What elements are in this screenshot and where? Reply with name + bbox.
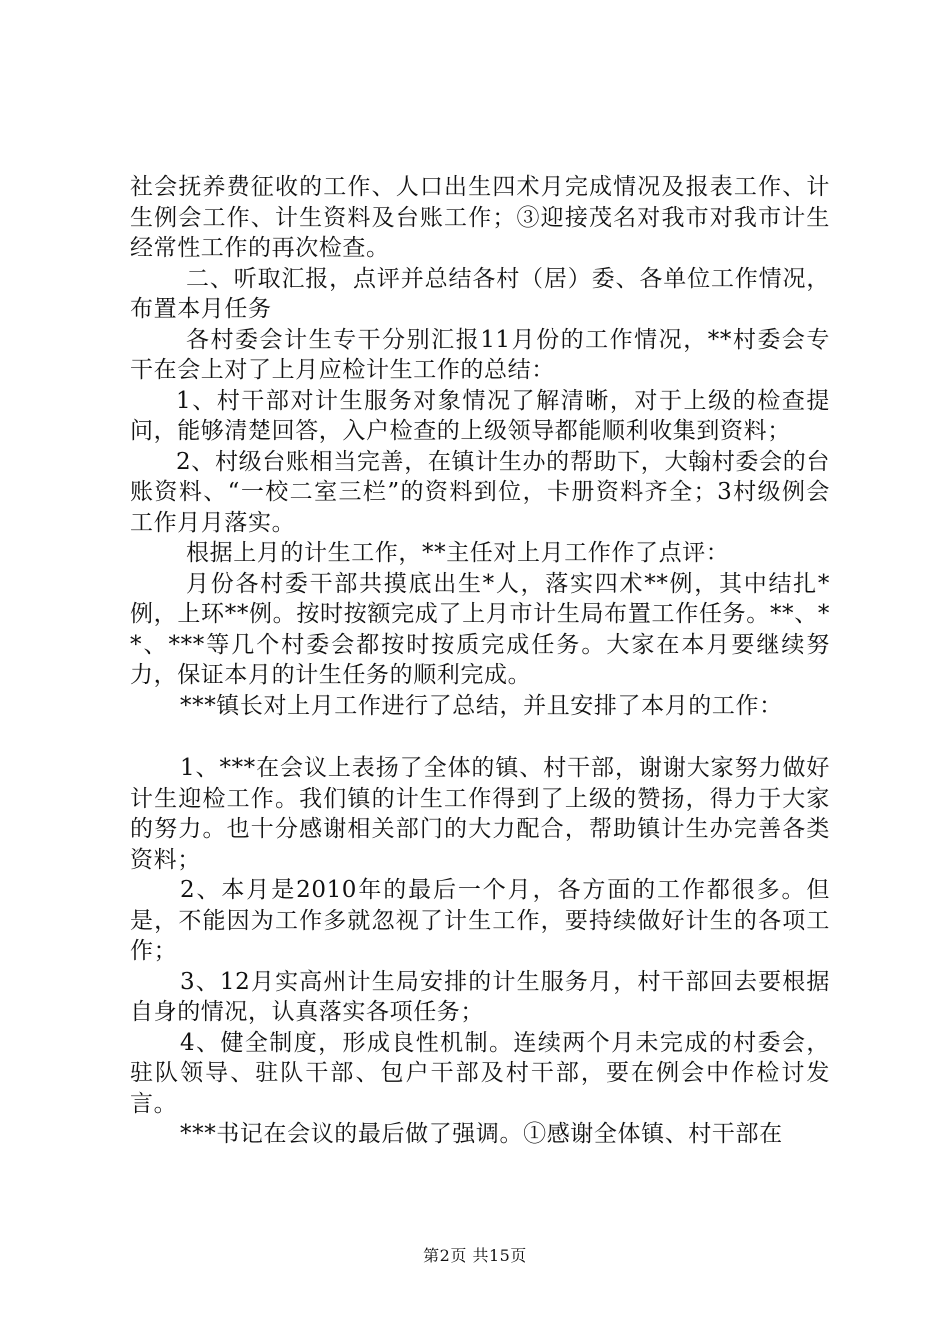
paragraph-task-4: 4、健全制度，形成良性机制。连续两个月未完成的村委会，驻队领导、驻队干部、包户干部及村干部，要在例会中作检讨发言。 (130, 1029, 830, 1117)
paragraph-item-2: 2、村级台账相当完善，在镇计生办的帮助下，大翰村委会的台账资料、“一校二室三栏”的资料到位，卡册资料齐全；3村级例会工作月月落实。 (130, 448, 830, 536)
paragraph-task-2: 2、本月是2010年的最后一个月，各方面的工作都很多。但是，不能因为工作多就忽视了计生工作，要持续做好计生的各项工作； (130, 877, 830, 964)
page-number-footer: 第2页 共15页 (423, 1246, 527, 1265)
paragraph-continuation: 社会抚养费征收的工作、人口出生四术月完成情况及报表工作、计生例会工作、计生资料及台账工作；③迎接茂名对我市对我市计生经常性工作的再次检查。 (130, 174, 830, 261)
paragraph-item-1: 1、村干部对计生服务对象情况了解清晰，对于上级的检查提问，能够清楚回答，入户检查的上级领导都能顺利收集到资料； (130, 387, 830, 444)
paragraph-mayor-summary: ***镇长对上月工作进行了总结，并且安排了本月的工作： (180, 692, 783, 719)
paragraph-task-3: 3、12月实高州计生局安排的计生服务月，村干部回去要根据自身的情况，认真落实各项任务； (130, 968, 830, 1025)
section-heading: 二、听取汇报，点评并总结各村（居）委、各单位工作情况，布置本月任务 (130, 265, 830, 322)
paragraph-spacer (130, 721, 830, 753)
document-body (130, 172, 830, 1150)
paragraph-task-1: 1、***在会议上表扬了全体的镇、村干部，谢谢大家努力做好计生迎检工作。我们镇的计生工作得到了上级的赞扬，得力于大家的努力。也十分感谢相关部门的大力配合，帮助镇计生办完善各类资料； (130, 755, 830, 873)
paragraph-director-review: 根据上月的计生工作，**主任对上月工作作了点评： (186, 540, 730, 566)
paragraph-report: 各村委会计生专干分别汇报11月份的工作情况，**村委会专干在会上对了上月应检计生工作的总结： (130, 326, 830, 383)
paragraph-secretary-emphasis: ***书记在会议的最后做了强调。①感谢全体镇、村干部在 (180, 1121, 783, 1147)
paragraph-monthly-results: 月份各村委干部共摸底出生*人，落实四术**例，其中结扎*例，上环**例。按时按额完成了上月市计生局布置工作任务。**、**、***等几个村委会都按时按质完成任务。大家在本月要继续努力，保证本月的计生任务的顺利完成。 (130, 570, 830, 688)
